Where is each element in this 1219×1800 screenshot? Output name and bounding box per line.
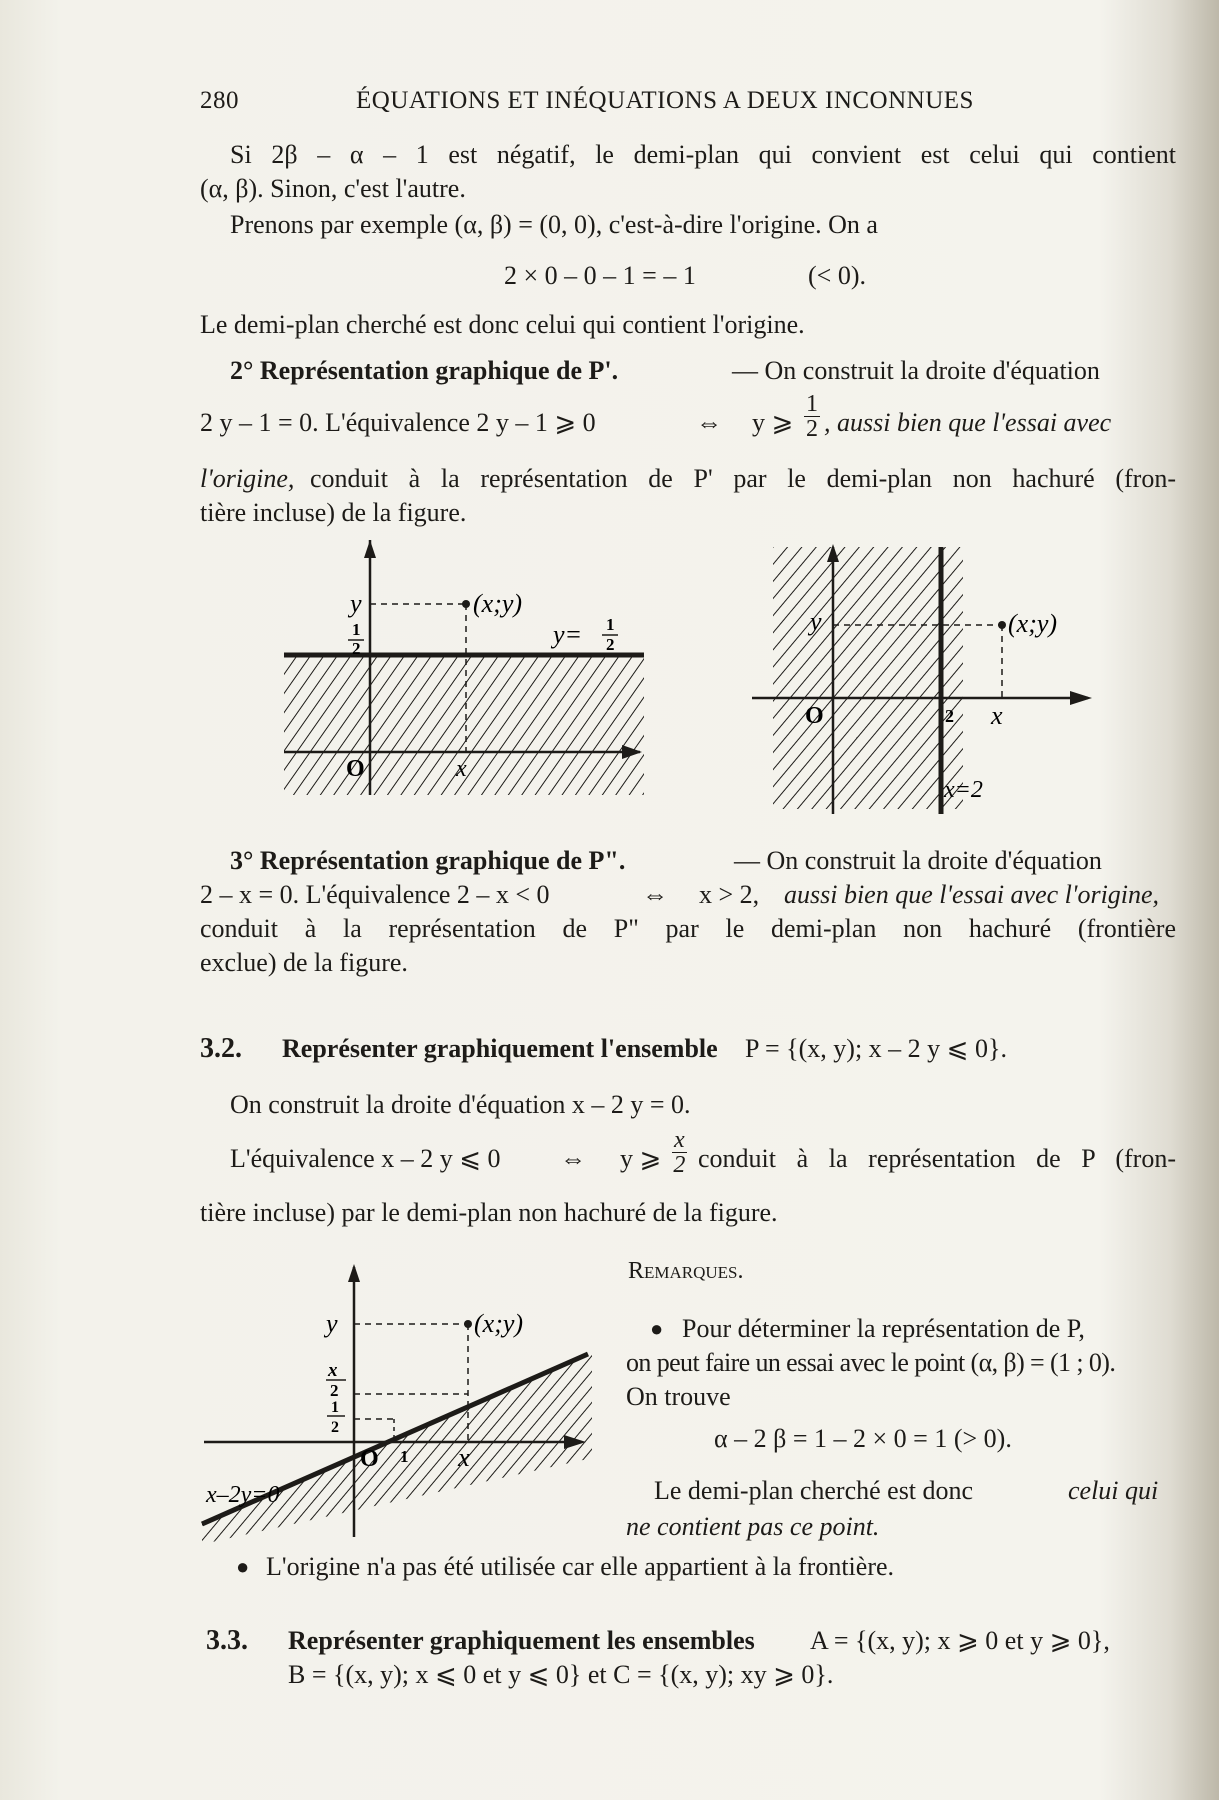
figure-2-origin: O	[805, 703, 824, 729]
part3-arrow: ⇔	[642, 880, 668, 909]
figure-3-x2-den: 2	[330, 1381, 339, 1400]
section-3-2-y-geq: y ⩾	[620, 1144, 662, 1173]
section-3-2-title: Représenter graphiquement l'ensemble	[282, 1034, 718, 1063]
part3-line-2a: 2 – x = 0. L'équivalence 2 – x < 0	[200, 880, 550, 909]
section-3-2-frac-den: 2	[673, 1152, 686, 1178]
remarques-bullet-1: ●	[650, 1316, 664, 1341]
remarques-b2: L'origine n'a pas été utilisée car elle appartient à la frontière.	[266, 1552, 895, 1581]
section-3-2-fraction	[672, 1128, 687, 1177]
figure-3-y-label: y	[326, 1309, 338, 1338]
figure-1-line-label-num: 1	[606, 615, 615, 634]
figure-3-graph	[200, 1262, 600, 1542]
figure-1-y-label: y	[350, 589, 362, 618]
remarques-b1-line-3: On trouve	[626, 1382, 731, 1411]
part2-line-2-italic: , aussi bien que l'essai avec	[824, 408, 1112, 437]
remarques-b1-line-2: on peut faire un essai avec le point (α, β) = (1 ; 0).	[626, 1348, 1116, 1377]
part2-line-3-italic: l'origine,	[200, 464, 295, 493]
figure-1-point-label: (x;y)	[473, 589, 523, 618]
part2-arrow: ⇔	[696, 408, 722, 437]
part3-heading: 3° Représentation graphique de P".	[230, 846, 626, 875]
part2-line-2a: 2 y – 1 = 0. L'équivalence 2 y – 1 ⩾ 0	[200, 408, 596, 437]
figure-2-x-label: x	[991, 701, 1003, 730]
section-3-3-title: Représenter graphiquement les ensembles	[288, 1626, 755, 1655]
part2-frac-num: 1	[806, 391, 818, 417]
section-3-2-p3: tière incluse) par le demi-plan non hachuré de la figure.	[200, 1198, 778, 1227]
part3-line-1-rest: — On construit la droite d'équation	[734, 846, 1102, 875]
figure-3-point	[464, 1320, 472, 1328]
figure-3-x2-num: x	[328, 1360, 338, 1381]
section-3-2-p2a: L'équivalence x – 2 y ⩽ 0	[230, 1144, 501, 1173]
intro-line-4: Le demi-plan cherché est donc celui qui contient l'origine.	[200, 310, 805, 339]
figure-2-graph	[748, 542, 1098, 817]
running-title: ÉQUATIONS ET INÉQUATIONS A DEUX INCONNUES	[356, 87, 974, 114]
figure-1-point	[462, 600, 470, 608]
figure-1-line-label-den: 2	[606, 635, 615, 654]
figure-3-x-label: x	[458, 1443, 470, 1472]
section-3-2-arrow: ⇔	[560, 1144, 586, 1173]
figure-2-x-arrow	[1070, 691, 1092, 705]
part3-line-2b: x > 2,	[699, 880, 760, 909]
part3-line-4: exclue) de la figure.	[200, 948, 408, 977]
figure-1-half-den: 2	[352, 639, 361, 658]
section-3-3-set-a: A = {(x, y); x ⩾ 0 et y ⩾ 0},	[810, 1626, 1110, 1655]
figure-2-point-label: (x;y)	[1008, 609, 1058, 638]
figure-2-line-label: x=2	[944, 777, 983, 803]
part2-frac-den: 2	[806, 416, 818, 442]
remarques-b1-line-1: Pour déterminer la représentation de P,	[682, 1314, 1085, 1343]
figure-2-hatched-region	[773, 547, 963, 809]
section-3-2-p2b: conduit à la représentation de P (fron-	[698, 1144, 1176, 1173]
section-3-2-frac-num: x	[674, 1127, 685, 1153]
remarques-equation: α – 2 β = 1 – 2 × 0 = 1 (> 0).	[714, 1424, 1012, 1453]
remarques-conclusion-line-2: ne contient pas ce point.	[626, 1512, 880, 1541]
part2-line-1	[230, 356, 618, 386]
figure-3-half-den: 2	[331, 1419, 339, 1436]
part2-line-3	[200, 464, 294, 494]
intro-line-2: (α, β). Sinon, c'est l'autre.	[200, 174, 466, 203]
figure-1-origin: O	[346, 756, 365, 782]
part2-heading: 2° Représentation graphique de P'.	[230, 356, 619, 385]
figure-3-half-num: 1	[331, 1399, 339, 1416]
figure-1-graph	[270, 540, 650, 810]
part2-fraction	[804, 392, 820, 441]
figure-1-x-label: x	[456, 756, 467, 782]
part2-line-1-rest: — On construit la droite d'équation	[732, 356, 1100, 385]
figure-3-y-arrow	[348, 1264, 360, 1282]
remarques-title: Remarques.	[628, 1258, 744, 1284]
figure-3-one: 1	[400, 1447, 409, 1466]
section-3-3-number: 3.3.	[206, 1625, 248, 1656]
part3-line-3: conduit à la représentation de P" par le demi-plan non hachuré (frontière	[200, 914, 1176, 943]
part2-line-3-rest: conduit à la représentation de P' par le demi-plan non hachuré (fron-	[310, 464, 1176, 493]
part3-line-2-italic: aussi bien que l'essai avec l'origine,	[784, 880, 1160, 909]
intro-equation: 2 × 0 – 0 – 1 = – 1	[504, 261, 696, 290]
figure-3-line-label: x–2y=0	[206, 1482, 280, 1508]
figure-3-origin: O	[360, 1446, 379, 1472]
section-3-2-number: 3.2.	[200, 1033, 242, 1064]
figure-2-point	[998, 621, 1006, 629]
figure-1-half-num: 1	[352, 620, 361, 639]
part2-line-4: tière incluse) de la figure.	[200, 498, 467, 527]
section-3-3-line-2: B = {(x, y); x ⩽ 0 et y ⩽ 0} et C = {(x, y); xy ⩾ 0}.	[288, 1660, 834, 1689]
section-3-2-set: P = {(x, y); x – 2 y ⩽ 0}.	[745, 1034, 1007, 1063]
page-number: 280	[200, 87, 239, 114]
figure-2-y-label: y	[810, 607, 822, 636]
figure-2-tick-2: 2	[945, 706, 954, 726]
intro-line-3: Prenons par exemple (α, β) = (0, 0), c'est-à-dire l'origine. On a	[230, 210, 878, 239]
part3-line-1	[230, 846, 625, 876]
intro-line-1: Si 2β – α – 1 est négatif, le demi-plan qui convient est celui qui contient	[230, 140, 1176, 169]
section-3-2-p1: On construit la droite d'équation x – 2 y = 0.	[230, 1090, 691, 1119]
intro-equation-note: (< 0).	[808, 261, 866, 290]
remarques-conclusion-italic: celui qui	[1068, 1476, 1159, 1505]
figure-3-point-label: (x;y)	[474, 1309, 524, 1338]
figure-1-line-label: y=	[553, 620, 583, 649]
remarques-conclusion-a: Le demi-plan cherché est donc	[654, 1476, 974, 1505]
part2-y-geq: y ⩾	[752, 408, 794, 437]
remarques-bullet-2: ●	[236, 1554, 250, 1579]
figure-1-y-arrow	[364, 540, 376, 558]
